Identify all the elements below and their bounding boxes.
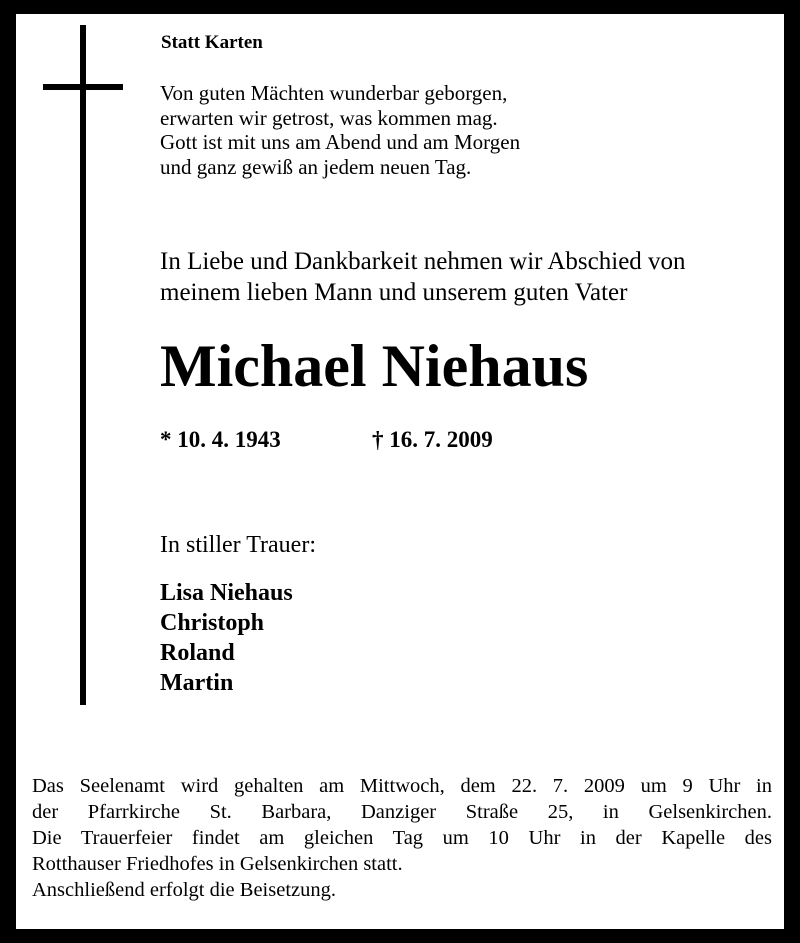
poem-line: und ganz gewiß an jedem neuen Tag. [160,154,472,179]
notice-heading: Statt Karten [161,32,263,53]
poem [160,81,520,179]
service-line: Die Trauerfeier findet am gleichen Tag um 10 Uhr in der Kapelle des [32,827,772,849]
intro-line: In Liebe und Dankbarkeit nehmen wir Abschied von [160,248,686,275]
birth-date: * 10. 4. 1943 [160,427,281,452]
death-date: † 16. 7. 2009 [372,427,493,452]
mourner-name: Christoph [160,610,265,636]
service-line: der Pfarrkirche St. Barbara, Danziger Straße 25, in Gelsenkirchen. [32,801,772,823]
intro-line: meinem lieben Mann und unserem guten Vater [160,279,628,306]
intro-text [160,246,686,308]
service-line: Anschließend erfolgt die Beisetzung. [32,879,336,901]
service-info [32,773,772,903]
poem-line: Gott ist mit uns am Abend und am Morgen [160,130,521,154]
mourner-name: Martin [160,670,234,696]
mourning-label: In stiller Trauer: [160,532,316,558]
service-line: Rotthauser Friedhofes in Gelsenkirchen statt. [32,853,403,875]
cross-icon-bar [43,84,123,90]
poem-line: erwarten wir getrost, was kommen mag. [160,105,498,130]
poem-line: Von guten Mächten wunderbar geborgen, [160,81,508,105]
service-line: Das Seelenamt wird gehalten am Mittwoch, dem 22. 7. 2009 um 9 Uhr in [32,775,772,797]
mourner-name: Lisa Niehaus [160,580,293,606]
life-dates [160,425,493,455]
mourners-list [160,578,293,698]
mourner-name: Roland [160,640,235,666]
deceased-name: Michael Niehaus [160,333,589,399]
cross-icon [80,25,86,705]
